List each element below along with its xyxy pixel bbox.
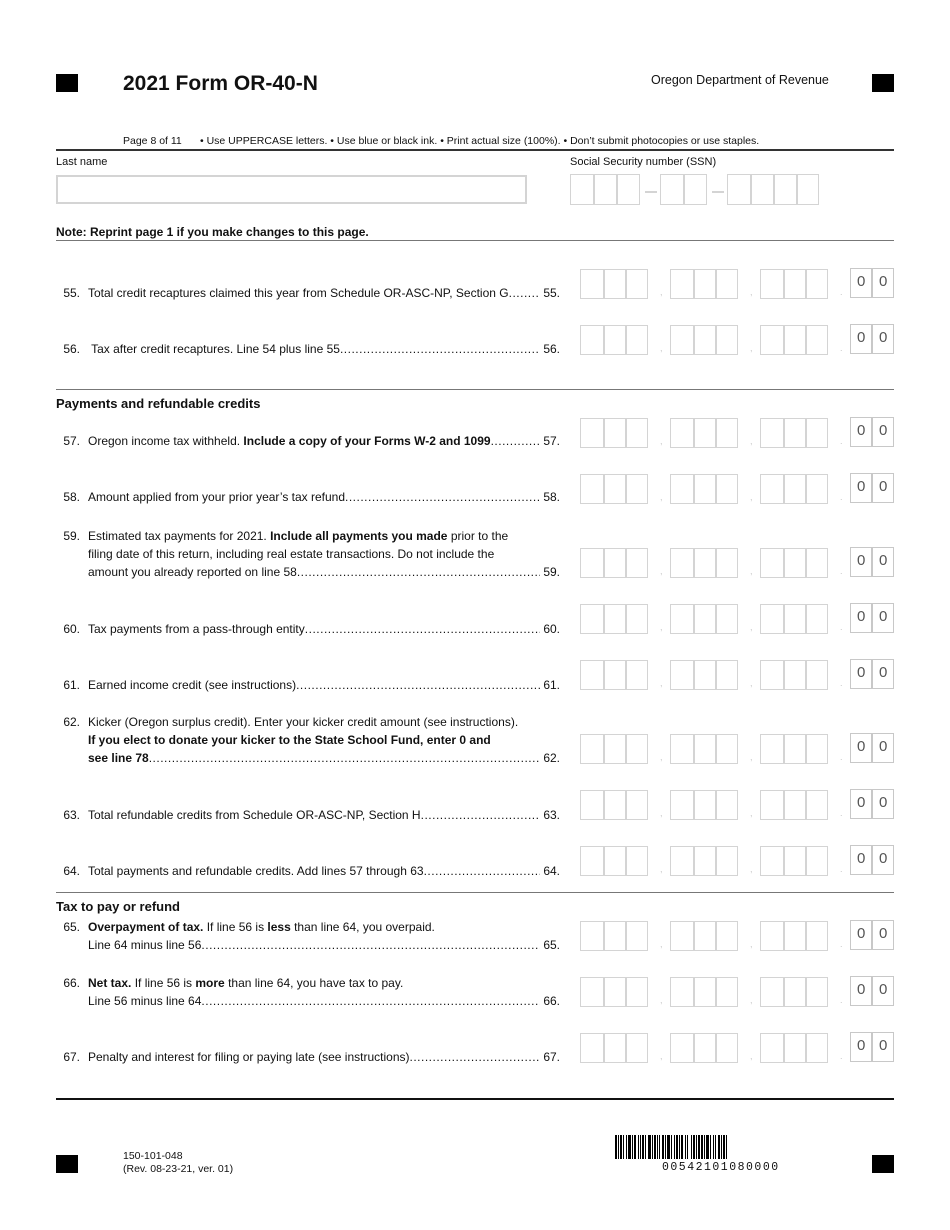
- line-59: 59. Estimated tax payments for 2021. Include all payments you made prior to the filing date of this return, including real estate transactions. Do not include the amount you already reported on line 58 ..... 59.: [56, 527, 560, 581]
- page-label: Page 8 of 11: [123, 135, 182, 147]
- section-divider-payments: [56, 389, 894, 390]
- cents-field[interactable]: 0 0: [850, 1032, 894, 1062]
- barcode-number: 00542101080000: [662, 1161, 780, 1174]
- amount-input-line-62[interactable]: , , . 0 0: [580, 734, 894, 764]
- registration-mark-top-right: [872, 74, 894, 92]
- amount-input-line-64[interactable]: , , . 0 0: [580, 846, 894, 876]
- last-name-input[interactable]: [56, 175, 527, 204]
- cents-field[interactable]: 0 0: [850, 920, 894, 950]
- line-62: 62. Kicker (Oregon surplus credit). Enter your kicker credit amount (see instructions). If you elect to donate your kicker to the State School Fund, enter 0 and see line 78 ..... 62.: [56, 713, 560, 767]
- cents-field[interactable]: 0 0: [850, 733, 894, 763]
- amount-input-line-63[interactable]: , , . 0 0: [580, 790, 894, 820]
- reprint-note: Note: Reprint page 1 if you make changes to this page.: [56, 225, 369, 239]
- cents-field[interactable]: 0 0: [850, 659, 894, 689]
- amount-input-line-60[interactable]: , , . 0 0: [580, 604, 894, 634]
- cents-field[interactable]: 0 0: [850, 473, 894, 503]
- ssn-input[interactable]: [570, 174, 820, 205]
- amount-input-line-58[interactable]: , , . 0 0: [580, 474, 894, 504]
- registration-mark-bottom-left: [56, 1155, 78, 1173]
- form-revision: (Rev. 08-23-21, ver. 01): [123, 1163, 234, 1175]
- last-name-label: Last name: [56, 156, 108, 168]
- amount-input-line-65[interactable]: , , . 0 0: [580, 921, 894, 951]
- amount-input-line-67[interactable]: , , . 0 0: [580, 1033, 894, 1063]
- form-title: 2021 Form OR-40-N: [123, 72, 318, 95]
- amount-input-line-66[interactable]: , , . 0 0: [580, 977, 894, 1007]
- cents-field[interactable]: 0 0: [850, 324, 894, 354]
- barcode: [615, 1135, 827, 1159]
- line-66: 66. Net tax. If line 56 is more than line 64, you have tax to pay. Line 56 minus line 64 ..... 66.: [56, 974, 560, 1010]
- instructions-text: • Use UPPERCASE letters. • Use blue or black ink. • Print actual size (100%). • Don’t submit photocopies or use staples.: [200, 135, 760, 147]
- amount-input-line-56[interactable]: , , . 0 0: [580, 325, 894, 355]
- ssn-label: Social Security number (SSN): [570, 156, 717, 168]
- line-65: 65. Overpayment of tax. If line 56 is less than line 64, you overpaid. Line 64 minus line 56 ..... 65.: [56, 918, 560, 954]
- department-name: Oregon Department of Revenue: [651, 73, 829, 87]
- amount-input-line-61[interactable]: , , . 0 0: [580, 660, 894, 690]
- note-divider: [56, 240, 894, 241]
- amount-input-line-59[interactable]: , , . 0 0: [580, 548, 894, 578]
- amount-input-line-55[interactable]: , , . 0 0: [580, 269, 894, 299]
- cents-field[interactable]: 0 0: [850, 547, 894, 577]
- header-divider: [56, 149, 894, 151]
- registration-mark-bottom-right: [872, 1155, 894, 1173]
- cents-field[interactable]: 0 0: [850, 603, 894, 633]
- cents-field[interactable]: 0 0: [850, 845, 894, 875]
- cents-field[interactable]: 0 0: [850, 976, 894, 1006]
- section-tax-heading: Tax to pay or refund: [56, 899, 180, 914]
- cents-field[interactable]: 0 0: [850, 268, 894, 298]
- amount-input-line-57[interactable]: , , . 0 0: [580, 418, 894, 448]
- cents-field[interactable]: 0 0: [850, 789, 894, 819]
- section-payments-heading: Payments and refundable credits: [56, 396, 261, 411]
- registration-mark-top-left: [56, 74, 78, 92]
- cents-field[interactable]: 0 0: [850, 417, 894, 447]
- footer-divider: [56, 1098, 894, 1100]
- form-number: 150-101-048: [123, 1150, 183, 1162]
- section-divider-tax: [56, 892, 894, 893]
